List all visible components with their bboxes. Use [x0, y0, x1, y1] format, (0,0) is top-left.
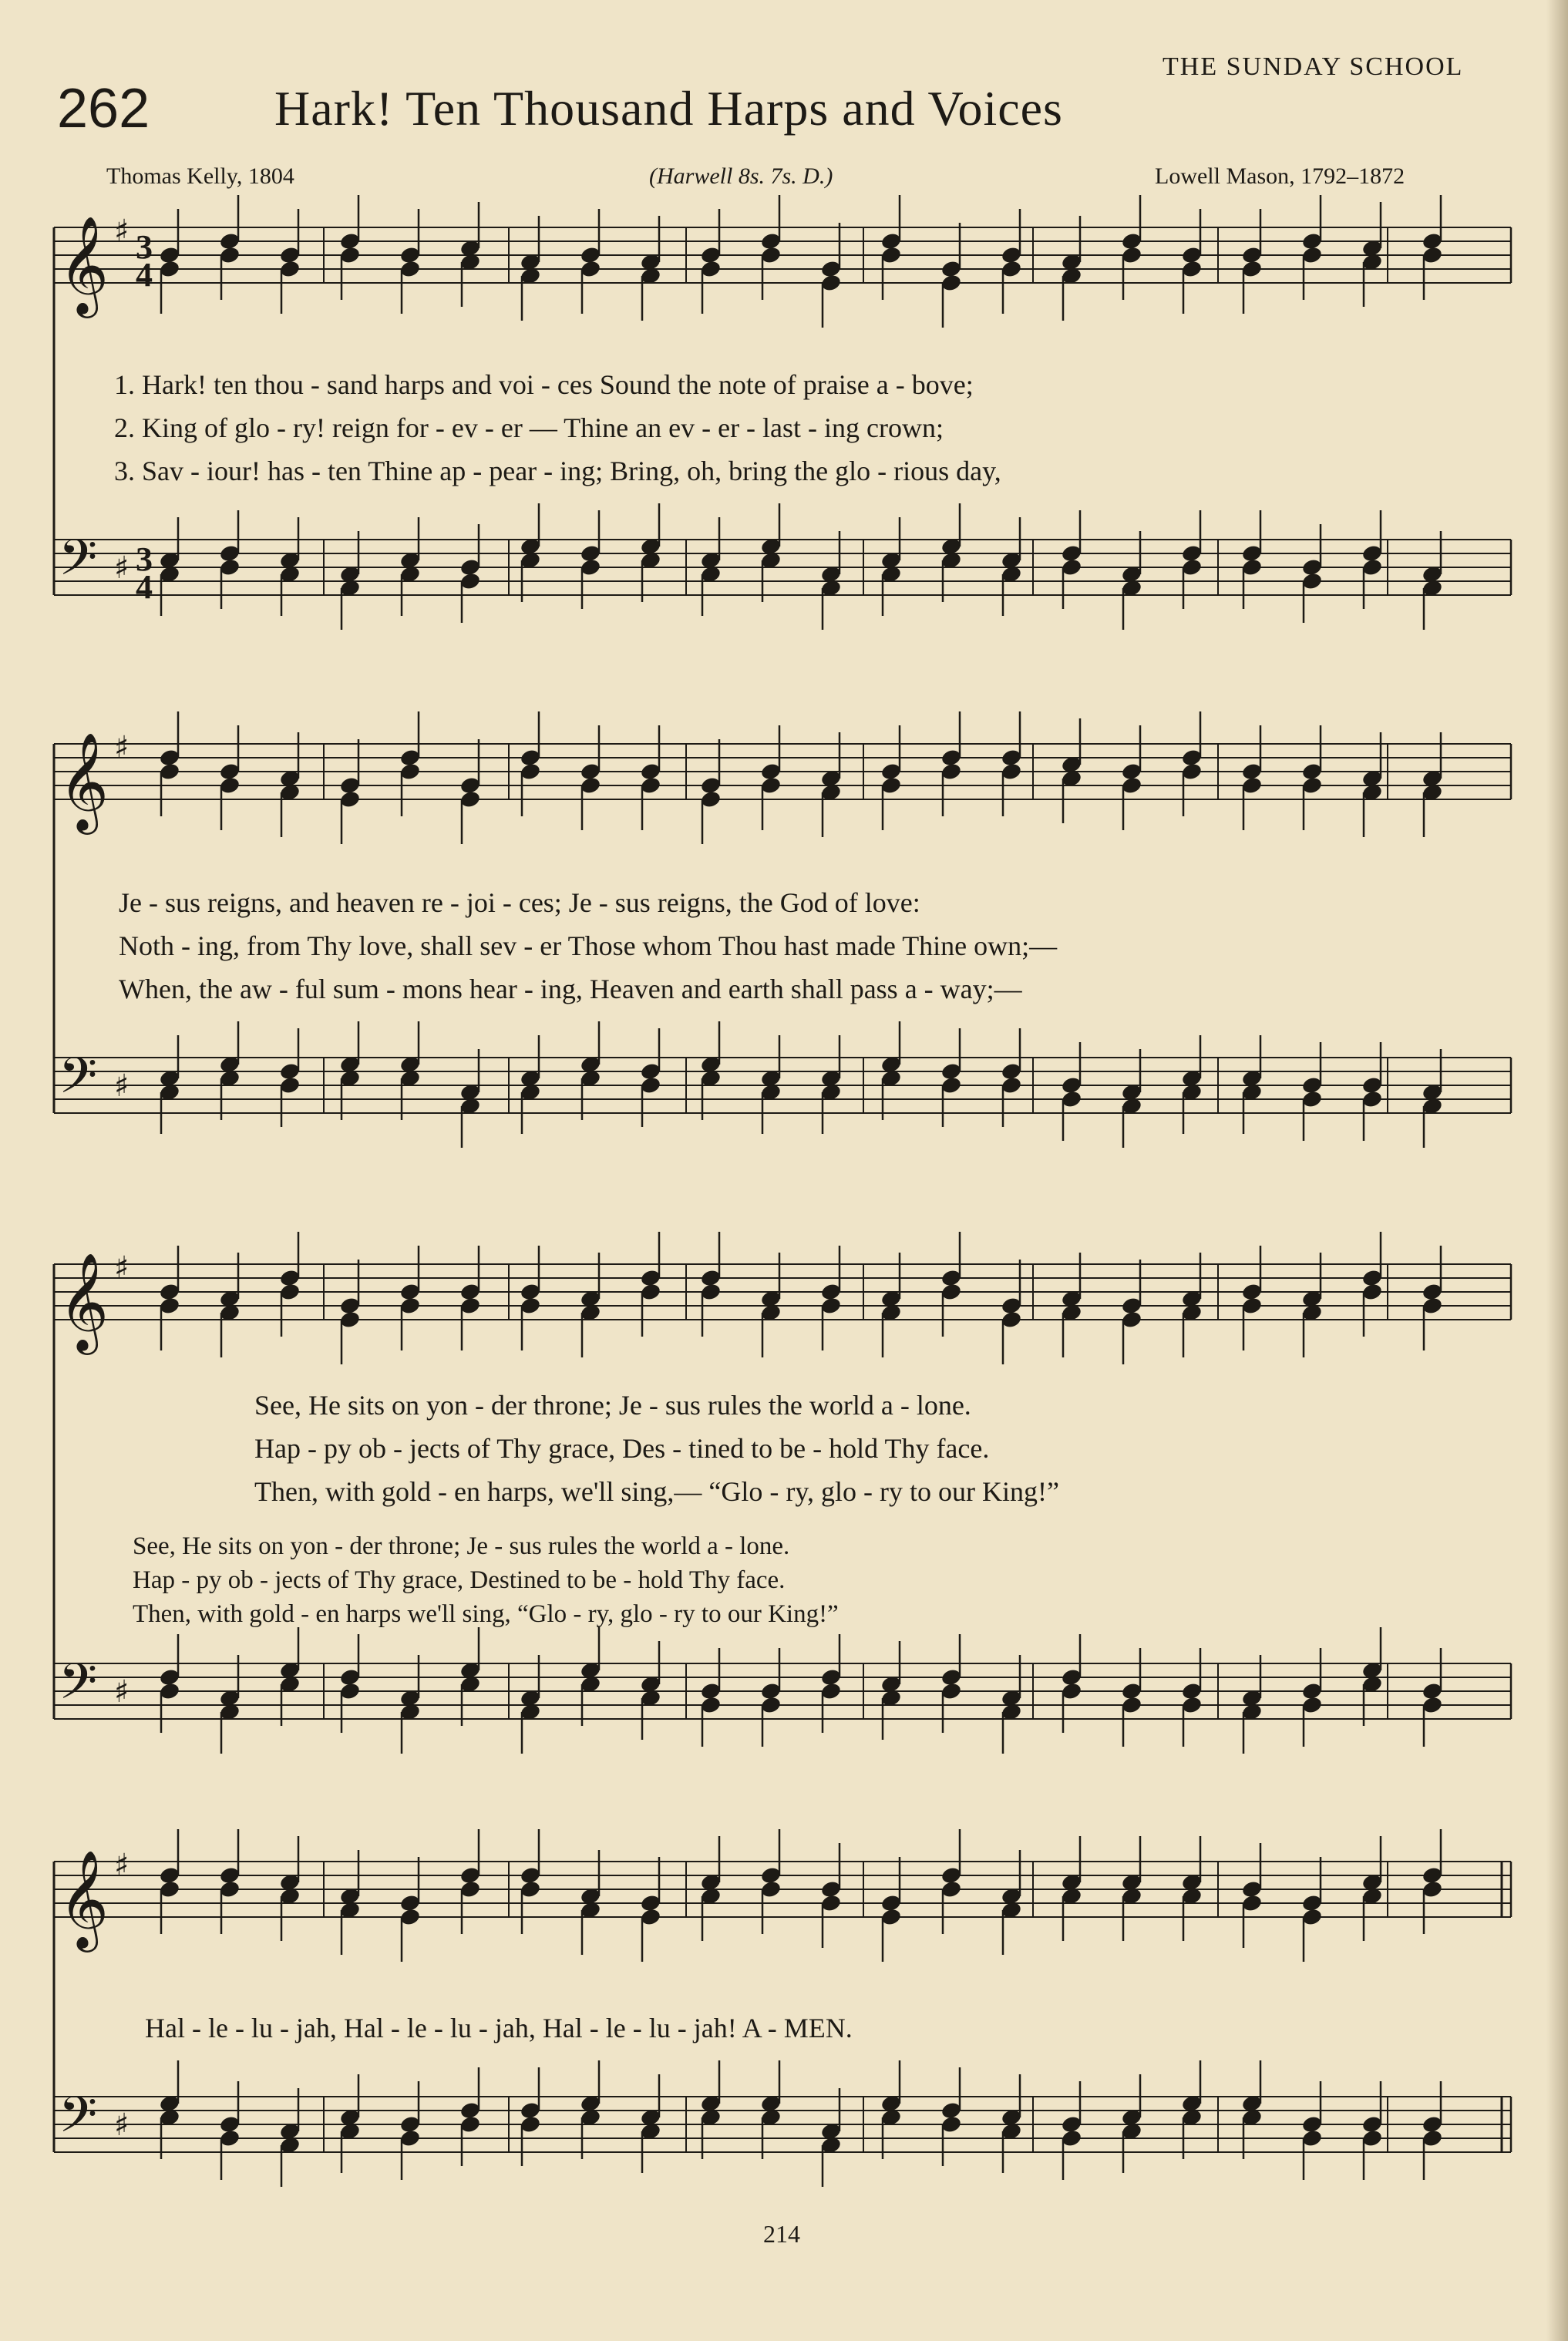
lyric-line: 1. Hark! ten thou - sand harps and voi - ces Sound the note of praise a - bove;	[114, 369, 974, 400]
hymn-number: 262	[57, 78, 150, 140]
bass-clef-icon: 𝄢	[59, 1653, 98, 1723]
lyric-line: Hal - le - lu - jah, Hal - le - lu - jah, Hal - le - lu - jah! A - MEN.	[145, 2013, 853, 2043]
bass-clef-icon: 𝄢	[59, 1048, 98, 1117]
sharp-icon: ♯	[114, 214, 130, 249]
sharp-icon: ♯	[114, 1674, 130, 1710]
tune-name: (Harwell 8s. 7s. D.)	[649, 163, 833, 189]
lyric-line: Noth - ing, from Thy love, shall sev - er Those whom Thou hast made Thine own;—	[119, 930, 1058, 961]
sharp-icon: ♯	[114, 1848, 130, 1883]
time-signature: 4	[136, 256, 153, 294]
treble-clef-icon: 𝄞	[59, 215, 109, 314]
words-credit: Thomas Kelly, 1804	[106, 163, 294, 189]
sharp-icon: ♯	[114, 550, 130, 586]
lyric-line: Then, with gold - en harps, we'll sing,— “Glo - ry, glo - ry to our King!”	[254, 1476, 1059, 1507]
sharp-icon: ♯	[114, 2107, 130, 2143]
page-edge-shadow	[1546, 0, 1568, 2341]
section-heading: THE SUNDAY SCHOOL	[1163, 52, 1464, 81]
lyric-line: Je - sus reigns, and heaven re - joi - ces; Je - sus reigns, the God of love:	[119, 887, 920, 918]
music-credit: Lowell Mason, 1792–1872	[1155, 163, 1405, 189]
bass-lyric-line: See, He sits on yon - der throne; Je - sus rules the world a - lone.	[133, 1532, 790, 1560]
sharp-icon: ♯	[114, 1068, 130, 1104]
sharp-icon: ♯	[114, 1250, 130, 1286]
bass-lyric-line: Then, with gold - en harps we'll sing, “Glo - ry, glo - ry to our King!”	[133, 1600, 839, 1628]
hymn-title: Hark! Ten Thousand Harps and Voices	[274, 81, 1063, 136]
lyric-line: 3. Sav - iour! has - ten Thine ap - pear - ing; Bring, oh, bring the glo - rious day,	[114, 456, 1001, 486]
bass-clef-icon: 𝄢	[59, 530, 98, 599]
treble-clef-icon: 𝄞	[59, 1252, 109, 1350]
bass-clef-icon: 𝄢	[59, 2087, 98, 2156]
lyric-line: See, He sits on yon - der throne; Je - sus rules the world a - lone.	[254, 1390, 971, 1421]
lyric-line: Hap - py ob - jects of Thy grace, Des - tined to be - hold Thy face.	[254, 1433, 990, 1464]
lyric-line: 2. King of glo - ry! reign for - ev - er — Thine an ev - er - last - ing crown;	[114, 412, 944, 443]
time-signature: 3	[136, 540, 153, 578]
bass-lyric-line: Hap - py ob - jects of Thy grace, Destined to be - hold Thy face.	[133, 1566, 786, 1594]
treble-clef-icon: 𝄞	[59, 1849, 109, 1948]
time-signature: 4	[136, 568, 153, 606]
page-number: 214	[763, 2220, 800, 2248]
treble-clef-icon: 𝄞	[59, 732, 109, 830]
sharp-icon: ♯	[114, 730, 130, 765]
lyric-line: When, the aw - ful sum - mons hear - ing, Heaven and earth shall pass a - way;—	[119, 974, 1022, 1004]
time-signature: 3	[136, 228, 153, 266]
